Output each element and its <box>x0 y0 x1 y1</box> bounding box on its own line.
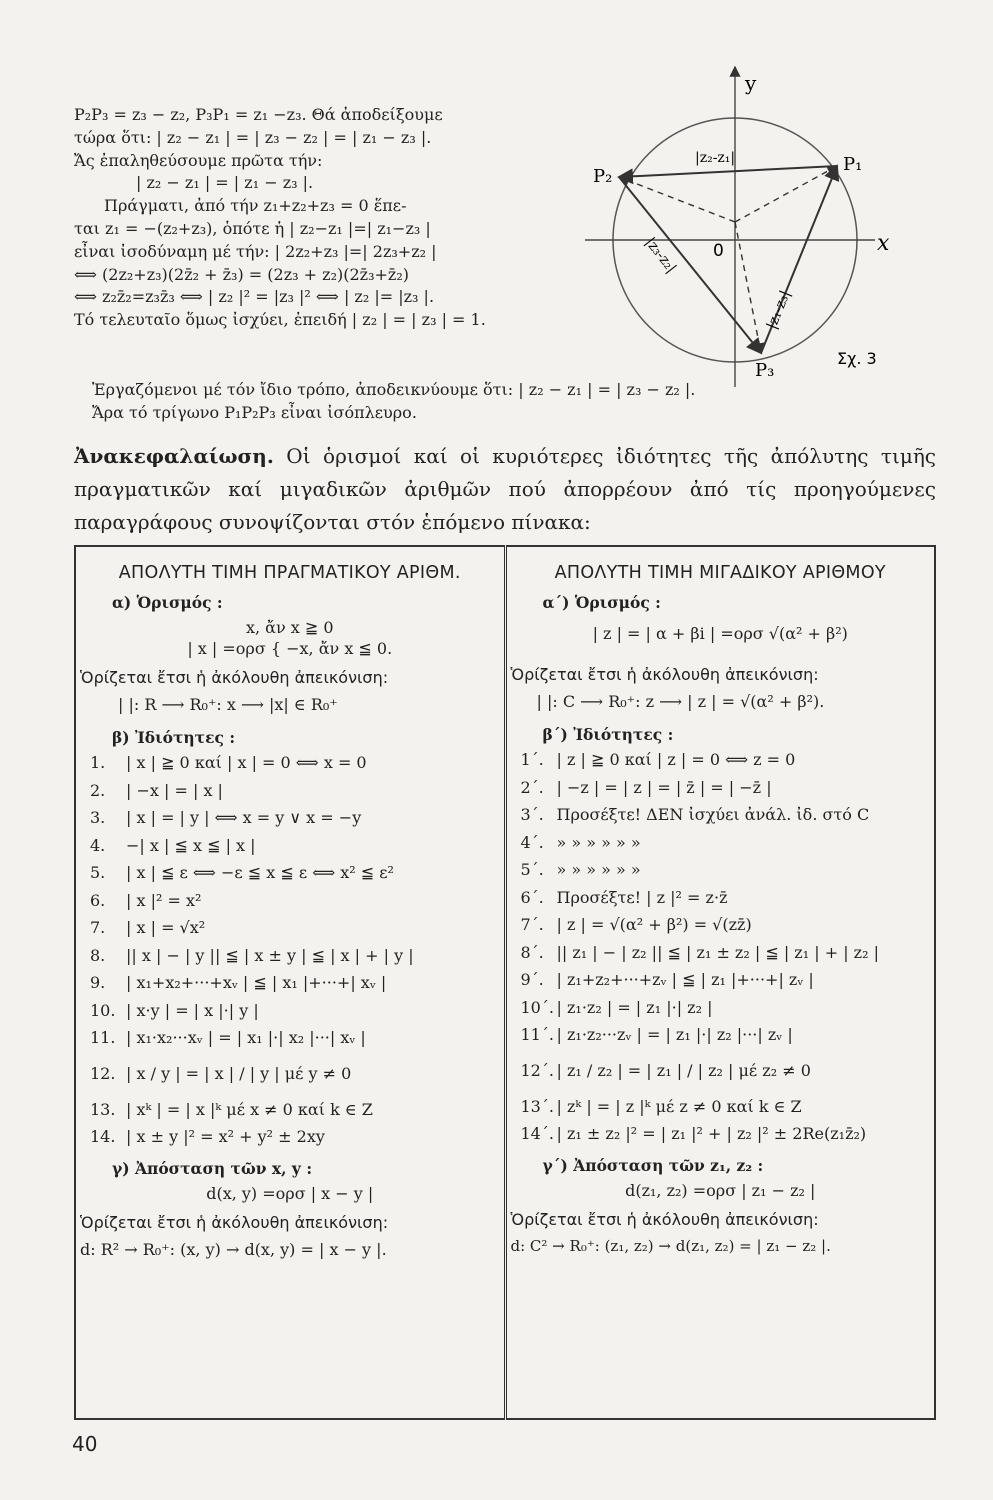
property-number: 8΄. <box>520 942 544 962</box>
real-definition-title: α) Ὁρισμός : <box>112 593 223 612</box>
real-defines-text: Ὁρίζεται ἔτσι ἡ ἀκόλουθη ἀπεικόνιση: <box>80 668 389 687</box>
property-expression: | xᵏ | = | x |ᵏ μέ x ≠ 0 καί k ∈ Z <box>126 1099 373 1119</box>
property-expression: | z | ≧ 0 καί | z | = 0 ⟺ z = 0 <box>556 750 796 770</box>
property-number: 10. <box>90 1000 116 1020</box>
property-number: 2΄. <box>520 777 544 797</box>
property-row <box>76 1096 504 1124</box>
complex-definition: | z | = | α + βi | =ορσ √(α² + β²) <box>592 624 848 643</box>
property-number: 14. <box>90 1127 116 1147</box>
property-expression: | −z | = | z | = | z̄ | = | −z̄ | <box>556 777 772 797</box>
side-left-label: |z₃-z₂| <box>641 234 680 277</box>
conclusion-line: Ἄρα τό τρίγωνο P₁P₂P₃ εἶναι ἰσόπλευρο. <box>92 403 417 422</box>
x-axis-label: x <box>877 231 890 256</box>
property-row <box>507 994 935 1022</box>
property-row <box>76 1052 504 1096</box>
figure-caption: Σχ. 3 <box>837 349 877 368</box>
property-row <box>76 1123 504 1151</box>
property-number: 8. <box>90 945 106 965</box>
real-properties-list <box>76 749 504 1151</box>
intro-line: Ἄς ἐπαληθεύσουμε πρῶτα τήν: <box>74 150 323 170</box>
property-number: 11. <box>90 1028 116 1048</box>
property-expression: | z₁·z₂ | = | z₁ |·| z₂ | <box>556 997 713 1017</box>
summary-paragraph <box>74 440 936 539</box>
property-expression: | x | = | y | ⟺ x = y ∨ x = −y <box>126 808 362 828</box>
property-number: 5΄. <box>520 860 544 880</box>
property-row <box>507 1021 935 1049</box>
complex-properties-list <box>507 746 935 1148</box>
intro-line: P₂P₃ = z₃ − z₂, P₃P₁ = z₁ −z₃. Θά ἀποδείξουμε <box>74 105 443 124</box>
property-expression: | z₁·z₂···zᵥ | = | z₁ |·| z₂ |···| zᵥ | <box>556 1025 793 1045</box>
property-expression: | x / y | = | x | / | y | μέ y ≠ 0 <box>126 1064 352 1083</box>
real-definition-case1: x, ἄν x ≧ 0 <box>245 618 334 637</box>
point-p2-label: P₂ <box>593 166 613 187</box>
property-row <box>76 969 504 997</box>
proof-line: ⟺ (2z₂+z₃)(2z̄₂ + z̄₃) = (2z₃ + z₂)(2z̄₃+z̄₂) <box>74 264 409 284</box>
property-row <box>507 911 935 939</box>
property-expression: | x·y | = | x |·| y | <box>126 1000 259 1020</box>
property-expression: | x | = √x² <box>126 918 206 938</box>
summary-title: Ἀνακεφαλαίωση. <box>74 444 274 468</box>
property-row <box>507 774 935 802</box>
property-number: 12. <box>90 1064 116 1083</box>
property-number: 7. <box>90 918 106 938</box>
property-number: 6΄. <box>520 887 544 907</box>
summary-text: Οἱ ὁρισμοί καί οἱ κυριότερες ἰδιότητες τῆς ἀπόλυτης τιμῆς πραγματικῶν καί μιγαδικῶν ἀριθμῶν πού ἀπορρέουν ἀπό τίς προηγούμενες παραγράφους συνοψίζονται στόν ἑπόμενο πίνακα: <box>74 444 936 534</box>
property-row <box>76 1024 504 1052</box>
complex-column-header: ΑΠΟΛΥΤΗ ΤΙΜΗ ΜΙΓΑΔΙΚΟΥ ΑΡΙΘΜΟΥ <box>554 563 886 583</box>
intro-equation: | z₂ − z₁ | = | z₁ − z₃ |. <box>136 173 314 193</box>
page-number: 40 <box>72 1432 98 1456</box>
origin-label: 0 <box>713 241 724 261</box>
property-expression: | x₁+x₂+···+xᵥ | ≦ | x₁ |+···+| xᵥ | <box>126 973 387 993</box>
property-row <box>507 884 935 912</box>
real-column <box>75 546 505 1419</box>
property-row <box>76 914 504 942</box>
real-distance-mapping: d: R² → R₀⁺: (x, y) → d(x, y) = | x − y |. <box>80 1239 387 1259</box>
property-number: 4. <box>90 835 106 855</box>
property-row <box>76 859 504 887</box>
property-row <box>507 829 935 857</box>
real-distance-definition: d(x, y) =ορσ | x − y | <box>206 1183 374 1203</box>
property-row <box>507 966 935 994</box>
property-row <box>507 856 935 884</box>
property-expression: | x ± y |² = x² + y² ± 2xy <box>126 1127 325 1147</box>
property-row <box>76 832 504 860</box>
property-number: 1. <box>90 753 106 773</box>
property-expression: Προσέξτε! ΔΕΝ ἰσχύει ἀνάλ. ἰδ. στό C <box>556 805 870 825</box>
property-number: 3΄. <box>520 805 544 825</box>
property-number: 12΄. <box>520 1061 554 1080</box>
radius-dashed-lines <box>619 166 837 353</box>
proof-line: Πράγματι, ἀπό τήν z₁+z₂+z₃ = 0 ἕπε- <box>104 196 407 216</box>
real-column-header: ΑΠΟΛΥΤΗ ΤΙΜΗ ΠΡΑΓΜΑΤΙΚΟΥ ΑΡΙΘΜ. <box>118 563 461 583</box>
property-expression: | x | ≦ ε ⟺ −ε ≦ x ≦ ε ⟺ x² ≦ ε² <box>126 863 394 883</box>
property-number: 13. <box>90 1099 116 1119</box>
proof-line: εἶναι ἰσοδύναμη μέ τήν: | 2z₂+z₃ |=| 2z₃+z₂ | <box>74 241 437 261</box>
property-expression: | z₁ / z₂ | = | z₁ | / | z₂ | μέ z₂ ≠ 0 <box>556 1061 811 1080</box>
property-row <box>76 887 504 915</box>
y-axis-label: y <box>745 71 757 95</box>
property-expression: | z₁ ± z₂ |² = | z₁ |² + | z₂ |² ± 2Re(z₁z̄₂) <box>556 1124 867 1144</box>
complex-defines-text-2: Ὁρίζεται ἔτσι ἡ ἀκόλουθη ἀπεικόνιση: <box>510 1209 819 1229</box>
real-properties-title: β) Ἰδιότητες : <box>112 728 236 747</box>
property-number: 14΄. <box>520 1124 554 1144</box>
side-right-label: |z₁-z₃| <box>763 288 794 332</box>
property-expression: || z₁ | − | z₂ || ≦ | z₁ ± z₂ | ≦ | z₁ | + | z₂ | <box>556 942 879 962</box>
property-number: 4΄. <box>520 832 544 852</box>
property-number: 2. <box>90 780 106 800</box>
complex-column <box>505 546 935 1419</box>
property-number: 10΄. <box>520 997 554 1017</box>
property-row <box>76 777 504 805</box>
property-row <box>507 1120 935 1148</box>
property-number: 13΄. <box>520 1096 554 1116</box>
proof-line: ται z₁ = −(z₂+z₃), ὁπότε ἡ | z₂−z₁ |=| z₁−z₃ | <box>74 218 431 238</box>
property-expression: | −x | = | x | <box>126 780 223 800</box>
property-expression: | x₁·x₂···xᵥ | = | x₁ |·| x₂ |···| xᵥ | <box>126 1028 366 1048</box>
property-expression: | z | = √(α² + β²) = √(zz̄) <box>556 915 752 935</box>
property-row <box>76 804 504 832</box>
property-row <box>76 997 504 1025</box>
complex-distance-title: γ΄) Ἀπόσταση τῶν z₁, z₂ : <box>542 1155 764 1175</box>
property-expression: | x |² = x² <box>126 890 202 910</box>
summary-table <box>74 545 936 1420</box>
property-number: 11΄. <box>520 1025 554 1045</box>
property-expression: | zᵏ | = | z |ᵏ μέ z ≠ 0 καί k ∈ Z <box>556 1096 802 1116</box>
complex-mapping: | |: C ⟶ R₀⁺: z ⟶ | z | = √(α² + β²). <box>536 692 825 711</box>
real-mapping: | |: R ⟶ R₀⁺: x ⟶ |x| ∈ R₀⁺ <box>118 695 338 714</box>
property-row <box>507 939 935 967</box>
property-row <box>76 942 504 970</box>
property-expression: −| x | ≦ x ≦ | x | <box>126 835 256 855</box>
property-row <box>507 801 935 829</box>
point-p1-label: P₁ <box>843 154 863 175</box>
property-row <box>76 749 504 777</box>
conclusion-line: Ἐργαζόμενοι μέ τόν ἴδιο τρόπο, ἀποδεικνύουμε ὅτι: | z₂ − z₁ | = | z₃ − z₂ |. <box>92 380 696 399</box>
complex-definition-title: α΄) Ὁρισμός : <box>542 593 661 612</box>
property-expression: | x | ≧ 0 καί | x | = 0 ⟺ x = 0 <box>126 753 367 773</box>
property-number: 6. <box>90 890 106 910</box>
side-top-label: |z₂-z₁| <box>695 150 736 166</box>
proof-line: ⟺ z₂z̄₂=z₃z̄₃ ⟺ | z₂ |² = |z₃ |² ⟺ | z₂ |= |z₃ |. <box>74 287 435 307</box>
complex-distance-definition: d(z₁, z₂) =ορσ | z₁ − z₂ | <box>625 1180 816 1200</box>
property-number: 7΄. <box>520 915 544 935</box>
real-definition-case2: | x | =ορσ { −x, ἄν x ≦ 0. <box>187 639 393 658</box>
property-number: 9΄. <box>520 970 544 990</box>
property-row <box>507 746 935 774</box>
real-defines-text-2: Ὁρίζεται ἔτσι ἡ ἀκόλουθη ἀπεικόνιση: <box>80 1212 389 1232</box>
property-expression: | z₁+z₂+···+zᵥ | ≦ | z₁ |+···+| zᵥ | <box>556 970 814 990</box>
property-expression: » » » » » » <box>556 832 641 852</box>
property-expression: Προσέξτε! | z |² = z·z̄ <box>556 887 728 907</box>
figure-equilateral-triangle <box>585 62 915 392</box>
triangle-sides <box>619 166 837 353</box>
point-p3-label: P₃ <box>755 360 775 381</box>
property-row <box>507 1049 935 1093</box>
complex-defines-text: Ὁρίζεται ἔτσι ἡ ἀκόλουθη ἀπεικόνιση: <box>510 665 819 684</box>
property-expression: || x | − | y || ≦ | x ± y | ≦ | x | + | y | <box>126 945 414 965</box>
property-number: 9. <box>90 973 106 993</box>
complex-properties-title: β΄) Ἰδιότητες : <box>542 725 674 744</box>
real-distance-title: γ) Ἀπόσταση τῶν x, y : <box>112 1158 313 1178</box>
property-number: 3. <box>90 808 106 828</box>
property-number: 1΄. <box>520 750 544 770</box>
property-row <box>507 1093 935 1121</box>
intro-line: τώρα ὅτι: | z₂ − z₁ | = | z₃ − z₂ | = | z₁ − z₃ |. <box>74 127 432 147</box>
complex-distance-mapping: d: C² → R₀⁺: (z₁, z₂) → d(z₁, z₂) = | z₁ − z₂ |. <box>510 1236 831 1255</box>
property-number: 5. <box>90 863 106 883</box>
proof-last-line: Τό τελευταῖο ὅμως ἰσχύει, ἐπειδή | z₂ | = | z₃ | = 1. <box>74 310 486 330</box>
intro-text <box>74 104 594 332</box>
property-expression: » » » » » » <box>556 860 641 880</box>
